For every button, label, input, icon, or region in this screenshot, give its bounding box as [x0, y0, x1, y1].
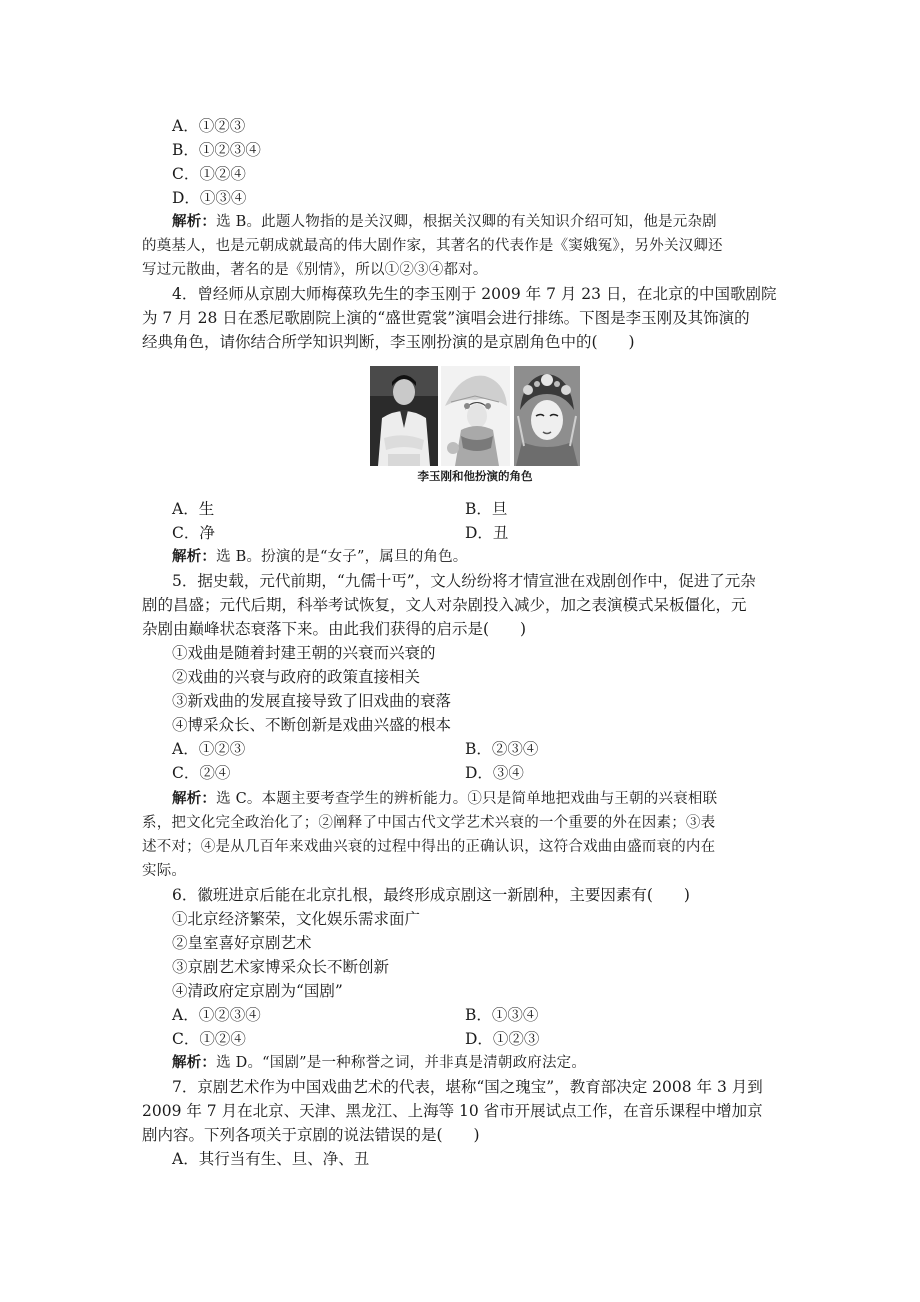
q4-analysis [172, 545, 812, 569]
q6-option-a: A．①②③④ [172, 1006, 261, 1024]
q6-option-row [172, 1027, 812, 1051]
q7-stem-line: 2009 年 7 月在北京、天津、黑龙江、上海等 10 省市开展试点工作，在音乐课程中增加京 [142, 1102, 763, 1120]
q7-option-a: A．其行当有生、旦、净、丑 [172, 1150, 370, 1168]
analysis-label: 解析： [172, 1054, 217, 1071]
q5-statement: ②戏曲的兴衰与政府的政策直接相关 [172, 668, 421, 686]
q3-analysis-line: 选 B。此题人物指的是关汉卿，根据关汉卿的有关知识介绍可知，他是元杂剧 [216, 214, 717, 230]
q5-option-a: A．①②③ [172, 740, 246, 758]
analysis-label: 解析： [172, 548, 217, 565]
q5-analysis [172, 787, 812, 811]
q5-stem-line: 杂剧由巅峰状态衰落下来。由此我们获得的启示是( ) [142, 620, 527, 638]
q5-option-row [172, 761, 812, 785]
photo-opera-costume-fan [441, 366, 510, 466]
q4-option-b: B．旦 [465, 500, 508, 518]
q5-analysis-line: 述不对；④是从几百年来戏曲兴衰的过程中得出的正确认识，这符合戏曲由盛而衰的内在 [142, 839, 716, 855]
q6-statement: ①北京经济繁荣，文化娱乐需求面广 [172, 910, 421, 928]
q6-statement: ③京剧艺术家博采众长不断创新 [172, 958, 390, 976]
q3-analysis [172, 210, 812, 234]
q6-analysis-line: 选 D。“国剧”是一种称誉之词，并非真是清朝政府法定。 [216, 1055, 587, 1071]
q5-statement: ③新戏曲的发展直接导致了旧戏曲的衰落 [172, 692, 452, 710]
q3-option-b: B．①②③④ [172, 141, 261, 159]
photo-opera-headdress [514, 366, 580, 466]
q4-option-a: A．生 [172, 500, 215, 518]
q4-option-c: C．净 [172, 524, 215, 542]
q5-stem-line: 5．据史载，元代前期，“九儒十丐”，文人纷纷将才情宣泄在戏剧创作中，促进了元杂 [172, 572, 756, 590]
q5-option-d: D．③④ [465, 764, 524, 782]
figure-caption: 李玉刚和他扮演的角色 [417, 469, 533, 483]
q4-option-d: D．丑 [465, 524, 509, 542]
q4-option-row [172, 497, 812, 521]
q4-stem-line: 经典角色，请你结合所学知识判断，李玉刚扮演的是京剧角色中的( ) [142, 333, 635, 351]
q5-option-b: B．②③④ [465, 740, 539, 758]
q3-option-c: C．①②④ [172, 165, 246, 183]
q4-stem-line: 为 7 月 28 日在悉尼歌剧院上演的“盛世霓裳”演唱会进行排练。下图是李玉刚及其饰演的 [142, 309, 750, 327]
q5-analysis-line: 系，把文化完全政治化了；②阐释了中国古代文学艺术兴衰的一个重要的外在因素；③表 [142, 815, 716, 831]
q7-stem-line: 7．京剧艺术作为中国戏曲艺术的代表，堪称“国之瑰宝”，教育部决定 2008 年 3 月到 [172, 1078, 763, 1096]
q5-option-c: C．②④ [172, 764, 231, 782]
q3-analysis-line: 写过元散曲，著名的是《别情》，所以①②③④都对。 [142, 262, 488, 278]
q3-analysis-line: 的奠基人，也是元朝成就最高的伟大剧作家，其著名的代表作是《窦娥冤》，另外关汉卿还 [142, 238, 723, 254]
q4-analysis-line: 选 B。扮演的是“女子”，属旦的角色。 [216, 549, 468, 565]
q5-statement: ④博采众长、不断创新是戏曲兴盛的根本 [172, 716, 452, 734]
q6-option-c: C．①②④ [172, 1030, 246, 1048]
q6-analysis [172, 1051, 812, 1075]
q7-stem-line: 剧内容。下列各项关于京剧的说法错误的是( ) [142, 1126, 480, 1144]
q4-figure [370, 366, 580, 466]
q6-option-d: D．①②③ [465, 1030, 540, 1048]
photo-man-in-white-suit [370, 366, 438, 466]
q5-analysis-line: 实际。 [142, 863, 187, 879]
q5-analysis-line: 选 C。本题主要考查学生的辨析能力。①只是简单地把戏曲与王朝的兴衰相联 [216, 791, 718, 807]
q6-statement: ②皇室喜好京剧艺术 [172, 934, 312, 952]
q6-option-b: B．①③④ [465, 1006, 539, 1024]
q4-option-row [172, 521, 812, 545]
q5-statement: ①戏曲是随着封建王朝的兴衰而兴衰的 [172, 644, 436, 662]
q3-option-a: A．①②③ [172, 117, 246, 135]
analysis-label: 解析： [172, 213, 217, 230]
q5-option-row [172, 737, 812, 761]
q6-option-row [172, 1003, 812, 1027]
q3-option-d: D．①③④ [172, 189, 247, 207]
analysis-label: 解析： [172, 790, 217, 807]
q5-stem-line: 剧的昌盛；元代后期，科举考试恢复，文人对杂剧投入减少，加之表演模式呆板僵化，元 [142, 596, 747, 614]
q6-statement: ④清政府定京剧为“国剧” [172, 982, 343, 1000]
q4-stem-line: 4．曾经师从京剧大师梅葆玖先生的李玉刚于 2009 年 7 月 23 日，在北京的中国歌剧院 [172, 285, 777, 303]
q6-stem-line: 6．徽班进京后能在北京扎根，最终形成京剧这一新剧种，主要因素有( ) [172, 886, 690, 904]
